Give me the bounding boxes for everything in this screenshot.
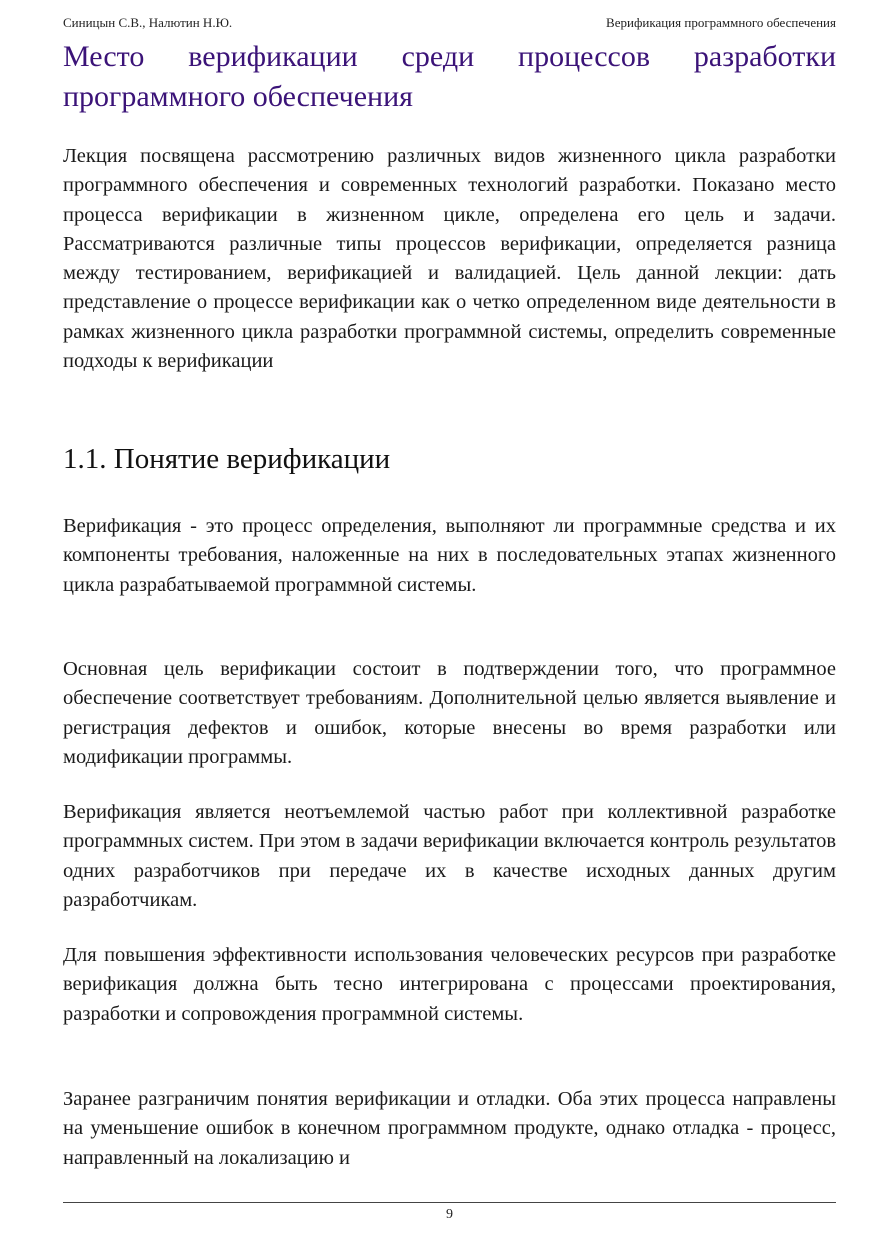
paragraph-text: Верификация - это процесс определения, выполняют ли программные средства и их компоненты требования, наложенные на них в последовательных этапах жизненного цикла разрабатываемой программной системы. [63, 515, 836, 596]
paragraph-text: Для повышения эффективности использования человеческих ресурсов при разработке верификация должна быть тесно интегрирована с процессами проектирования, разработки и сопровождения программной системы. [63, 944, 836, 1025]
paragraph-text: Верификация является неотъемлемой частью работ при коллективной разработке программных систем. При этом в задачи верификации включается контроль результатов одних разработчиков при передаче их в качестве исходных данных другим разработчикам. [63, 801, 836, 911]
paragraph-1 [63, 512, 836, 600]
chapter-abstract: Лекция посвящена рассмотрению различных видов жизненного цикла разработки программного обеспечения и современных технологий разработки. Показано место процесса верификации в жизненном цикле, определена его цель и задачи. Рассматриваются различные типы процессов верификации, определяется разница между тестированием, верификацией и валидацией. Цель данной лекции: дать представление о процессе верификации как о четко определенном виде деятельности в рамках жизненного цикла разработки программной системы, определить современные подходы к верификации [63, 145, 836, 373]
paragraph-text: Основная цель верификации состоит в подтверждении того, что программное обеспечение соответствует требованиям. Дополнительной целью является выявление и регистрация дефектов и ошибок, которые внесены во время разработки или модификации программы. [63, 658, 836, 768]
paragraph-5 [63, 1085, 836, 1173]
document-page [63, 0, 836, 1241]
header-book-title: Верификация программного обеспечения [606, 15, 836, 30]
paragraph-3 [63, 798, 836, 915]
paragraph-4 [63, 941, 836, 1029]
page-number: 9 [446, 1207, 453, 1222]
footer-divider [63, 1202, 836, 1203]
paragraph-text: Заранее разграничим понятия верификации и отладки. Оба этих процесса направлены на уменьшение ошибок в конечном программном продукте, однако отладка - процесс, направленный на локализацию и [63, 1088, 836, 1169]
paragraph-2 [63, 655, 836, 772]
header-authors: Синицын С.В., Налютин Н.Ю. [63, 15, 233, 30]
running-header [63, 15, 836, 31]
chapter-title: Место верификации среди процессов разработки программного обеспечения [63, 40, 836, 113]
section-heading: 1.1. Понятие верификации [63, 443, 391, 475]
